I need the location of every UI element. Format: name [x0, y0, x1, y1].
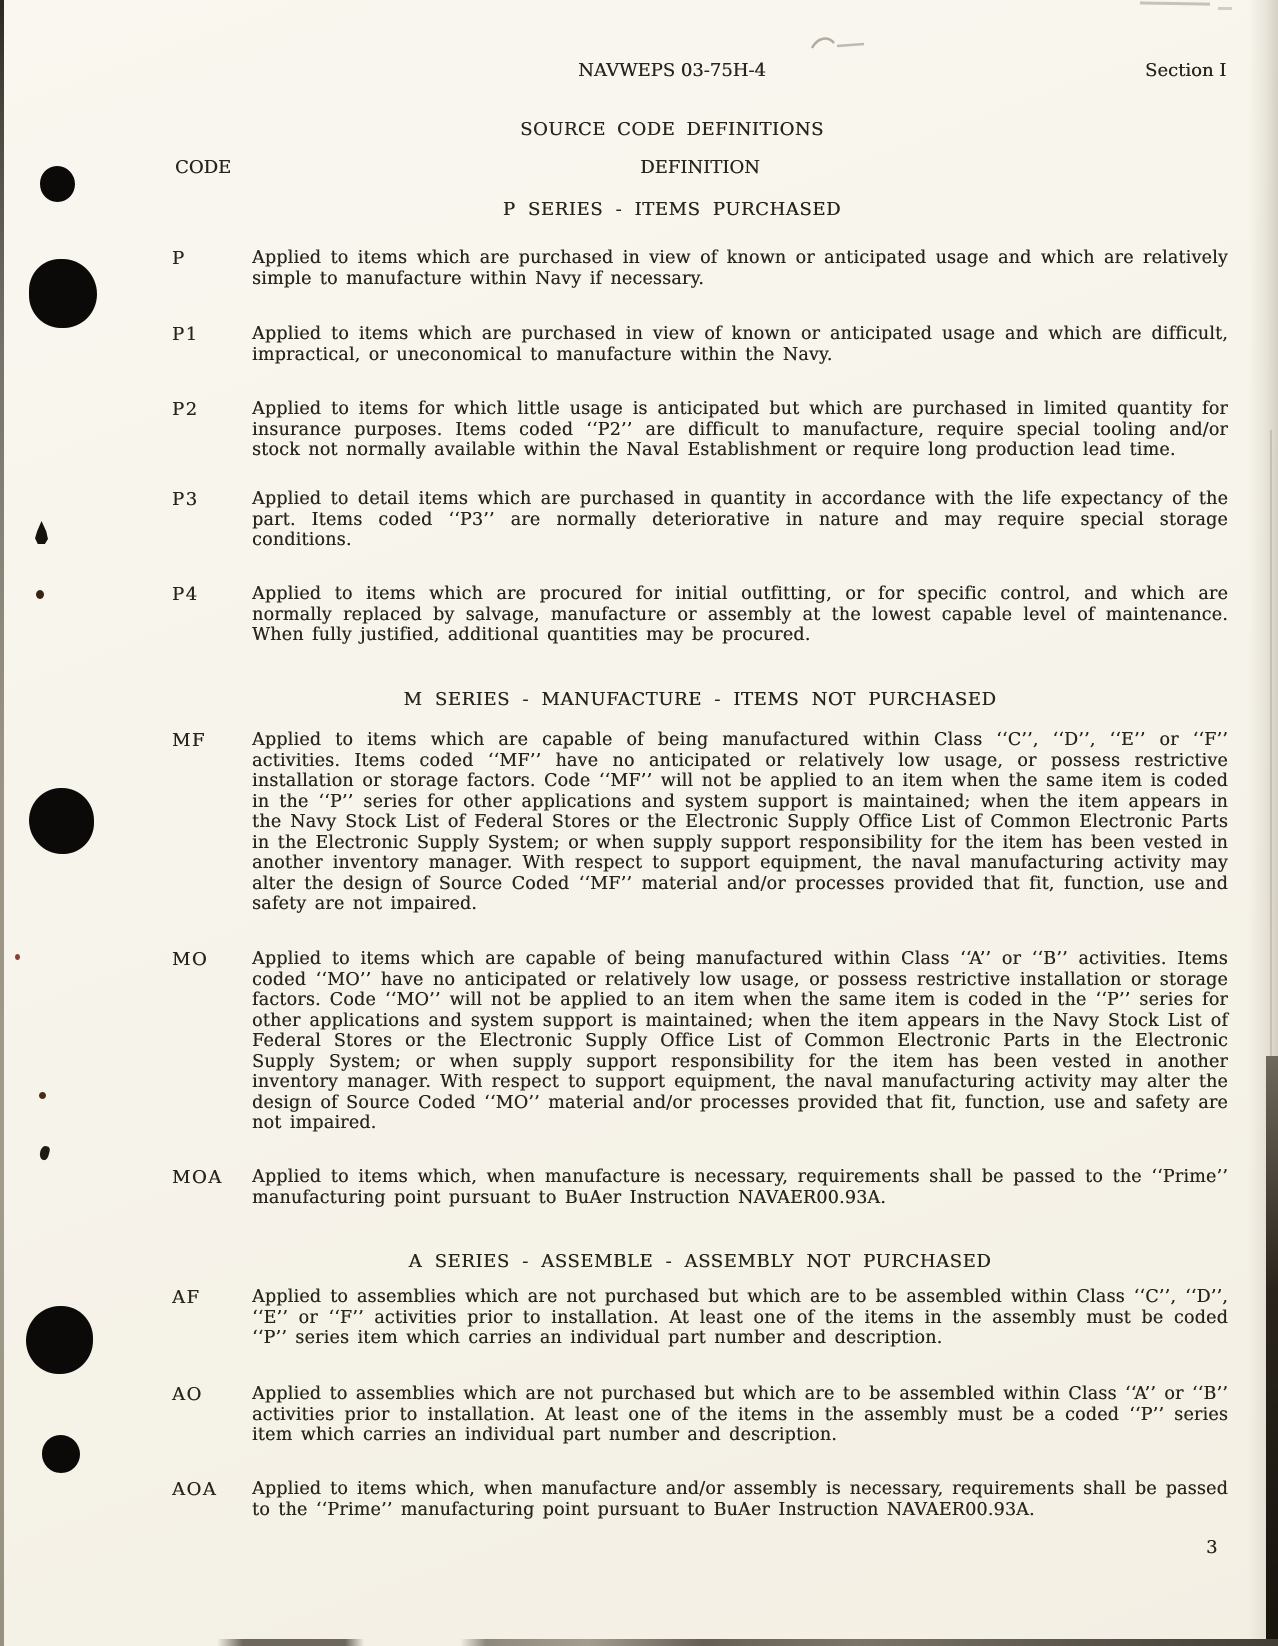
ink-blot	[40, 166, 75, 202]
scan-edge-left	[0, 0, 4, 1646]
entry-definition: Applied to assemblies which are not purchased but which are to be assembled within Class ‘‘C’’, ‘‘D’’, ‘‘E’’ or ‘‘F’’ activities prior to installation. At least one of the items in the assembly must be coded ‘‘P’’ series item which carries an individual part number and description.	[252, 1287, 1228, 1348]
ink-speck	[38, 1145, 50, 1161]
entry-code: AOA	[172, 1479, 218, 1500]
entry-definition: Applied to items which are capable of being manufactured within Class ‘‘C’’, ‘‘D’’, ‘‘E’’ or ‘‘F’’ activities. Items coded ‘‘MF’’ have no anticipated or relatively low usage, or possess restrictive installation or storage factors. Code ‘‘MF’’ will not be applied to an item when the same item is coded in the ‘‘P’’ series for other applications and system support is maintained; when the item appears in the Navy Stock List of Federal Stores or the Electronic Supply Office List of Common Electronic Parts in the Electronic Supply System; or when supply support responsibility for the item has been vested in another inventory manager. With respect to support equipment, the naval manufacturing activity may alter the design of Source Coded ‘‘MF’’ material and/or processes provided that fit, function, use and safety are not impaired.	[252, 730, 1228, 914]
entry-row	[172, 949, 1228, 1134]
section-label: Section I	[1145, 60, 1227, 81]
column-header-definition: DEFINITION	[640, 157, 760, 178]
page-number: 3	[1206, 1537, 1218, 1558]
entry-definition: Applied to items which are capable of being manufactured within Class ‘‘A’’ or ‘‘B’’ activities. Items coded ‘‘MO’’ have no anticipated or relatively low usage, or possess restrictive installation or storage factors. Code ‘‘MO’’ will not be applied to an item when the same item is coded in the ‘‘P’’ series for other applications and system support is maintained; when the item appears in the Navy Stock List of Federal Stores or the Electronic Supply Office List of Common Electronic Parts in the Electronic Supply System; or when supply support responsibility for the item has been vested in another inventory manager. With respect to support equipment, the naval manufacturing activity may alter the design of Source Coded ‘‘MO’’ material and/or processes provided that fit, function, use and safety are not impaired.	[252, 949, 1228, 1133]
ink-blot	[26, 1306, 93, 1374]
entry-row	[172, 489, 1228, 551]
entry-row	[172, 584, 1228, 646]
pencil-squiggle-mark	[806, 28, 880, 60]
entry-row	[172, 1167, 1228, 1208]
entry-code: AF	[172, 1287, 201, 1308]
ink-speck	[36, 590, 44, 599]
entry-row	[172, 1384, 1228, 1446]
entry-row	[172, 399, 1228, 461]
entry-definition: Applied to items which are procured for initial outfitting, or for specific control, and which are normally replaced by salvage, manufacture or assembly at the lowest capable level of maintenance. When fully justified, additional quantities may be procured.	[252, 584, 1228, 645]
entry-definition: Applied to detail items which are purchased in quantity in accordance with the life expectancy of the part. Items coded ‘‘P3’’ are normally deteriorative in nature and may require special storage conditions.	[252, 489, 1228, 550]
entry-code: P4	[172, 584, 199, 605]
entry-code: MF	[172, 730, 206, 751]
entry-code: P2	[172, 399, 199, 420]
entry-code: MO	[172, 949, 209, 970]
entry-code: P	[172, 248, 186, 269]
entry-code: P3	[172, 489, 199, 510]
entry-row	[172, 248, 1228, 289]
ink-speck	[15, 954, 20, 960]
entry-row	[172, 730, 1228, 915]
ink-blot	[29, 259, 97, 328]
ink-speck	[39, 1092, 46, 1099]
scan-smudge	[1140, 1, 1210, 5]
entry-definition: Applied to items which are purchased in view of known or anticipated usage and which are relatively simple to manufacture within Navy if necessary.	[252, 248, 1228, 289]
series-heading-m: M SERIES - MANUFACTURE - ITEMS NOT PURCHASED	[403, 689, 997, 710]
ink-blot	[42, 1435, 80, 1473]
entry-row	[172, 1287, 1228, 1349]
ink-blot	[29, 788, 94, 854]
scan-edge-bottom	[0, 1639, 1278, 1646]
series-heading-a: A SERIES - ASSEMBLE - ASSEMBLY NOT PURCHASED	[408, 1251, 992, 1272]
entry-code: MOA	[172, 1167, 223, 1188]
entry-code: P1	[172, 324, 199, 345]
scan-edge-right-dark	[1266, 1056, 1278, 1646]
column-header-code: CODE	[175, 157, 232, 178]
entry-row	[172, 1479, 1228, 1520]
series-heading-p: P SERIES - ITEMS PURCHASED	[502, 199, 842, 220]
entry-definition: Applied to items which, when manufacture and/or assembly is necessary, requirements shall be passed to the ‘‘Prime’’ manufacturing point pursuant to BuAer Instruction NAVAER00.93A.	[252, 1479, 1228, 1520]
scan-smudge	[1218, 7, 1232, 10]
entry-definition: Applied to items for which little usage is anticipated but which are purchased in limited quantity for insurance purposes. Items coded ‘‘P2’’ are difficult to manufacture, require special tooling and/or stock not normally available within the Naval Establishment or require long production lead time.	[252, 399, 1228, 460]
ink-blot	[33, 521, 50, 544]
entry-code: AO	[172, 1384, 203, 1405]
entry-definition: Applied to items which, when manufacture is necessary, requirements shall be passed to the ‘‘Prime’’ manufacturing point pursuant to BuAer Instruction NAVAER00.93A.	[252, 1167, 1228, 1208]
entry-definition: Applied to items which are purchased in view of known or anticipated usage and which are difficult, impractical, or uneconomical to manufacture within the Navy.	[252, 324, 1228, 365]
scan-edge-right-line	[1270, 430, 1272, 1058]
page-title: SOURCE CODE DEFINITIONS	[520, 119, 824, 140]
doc-number: NAVWEPS 03-75H-4	[578, 60, 766, 81]
entry-row	[172, 324, 1228, 365]
entry-definition: Applied to assemblies which are not purchased but which are to be assembled within Class ‘‘A’’ or ‘‘B’’ activities prior to installation. At least one of the items in the assembly must be a coded ‘‘P’’ series item which carries an individual part number and description.	[252, 1384, 1228, 1445]
